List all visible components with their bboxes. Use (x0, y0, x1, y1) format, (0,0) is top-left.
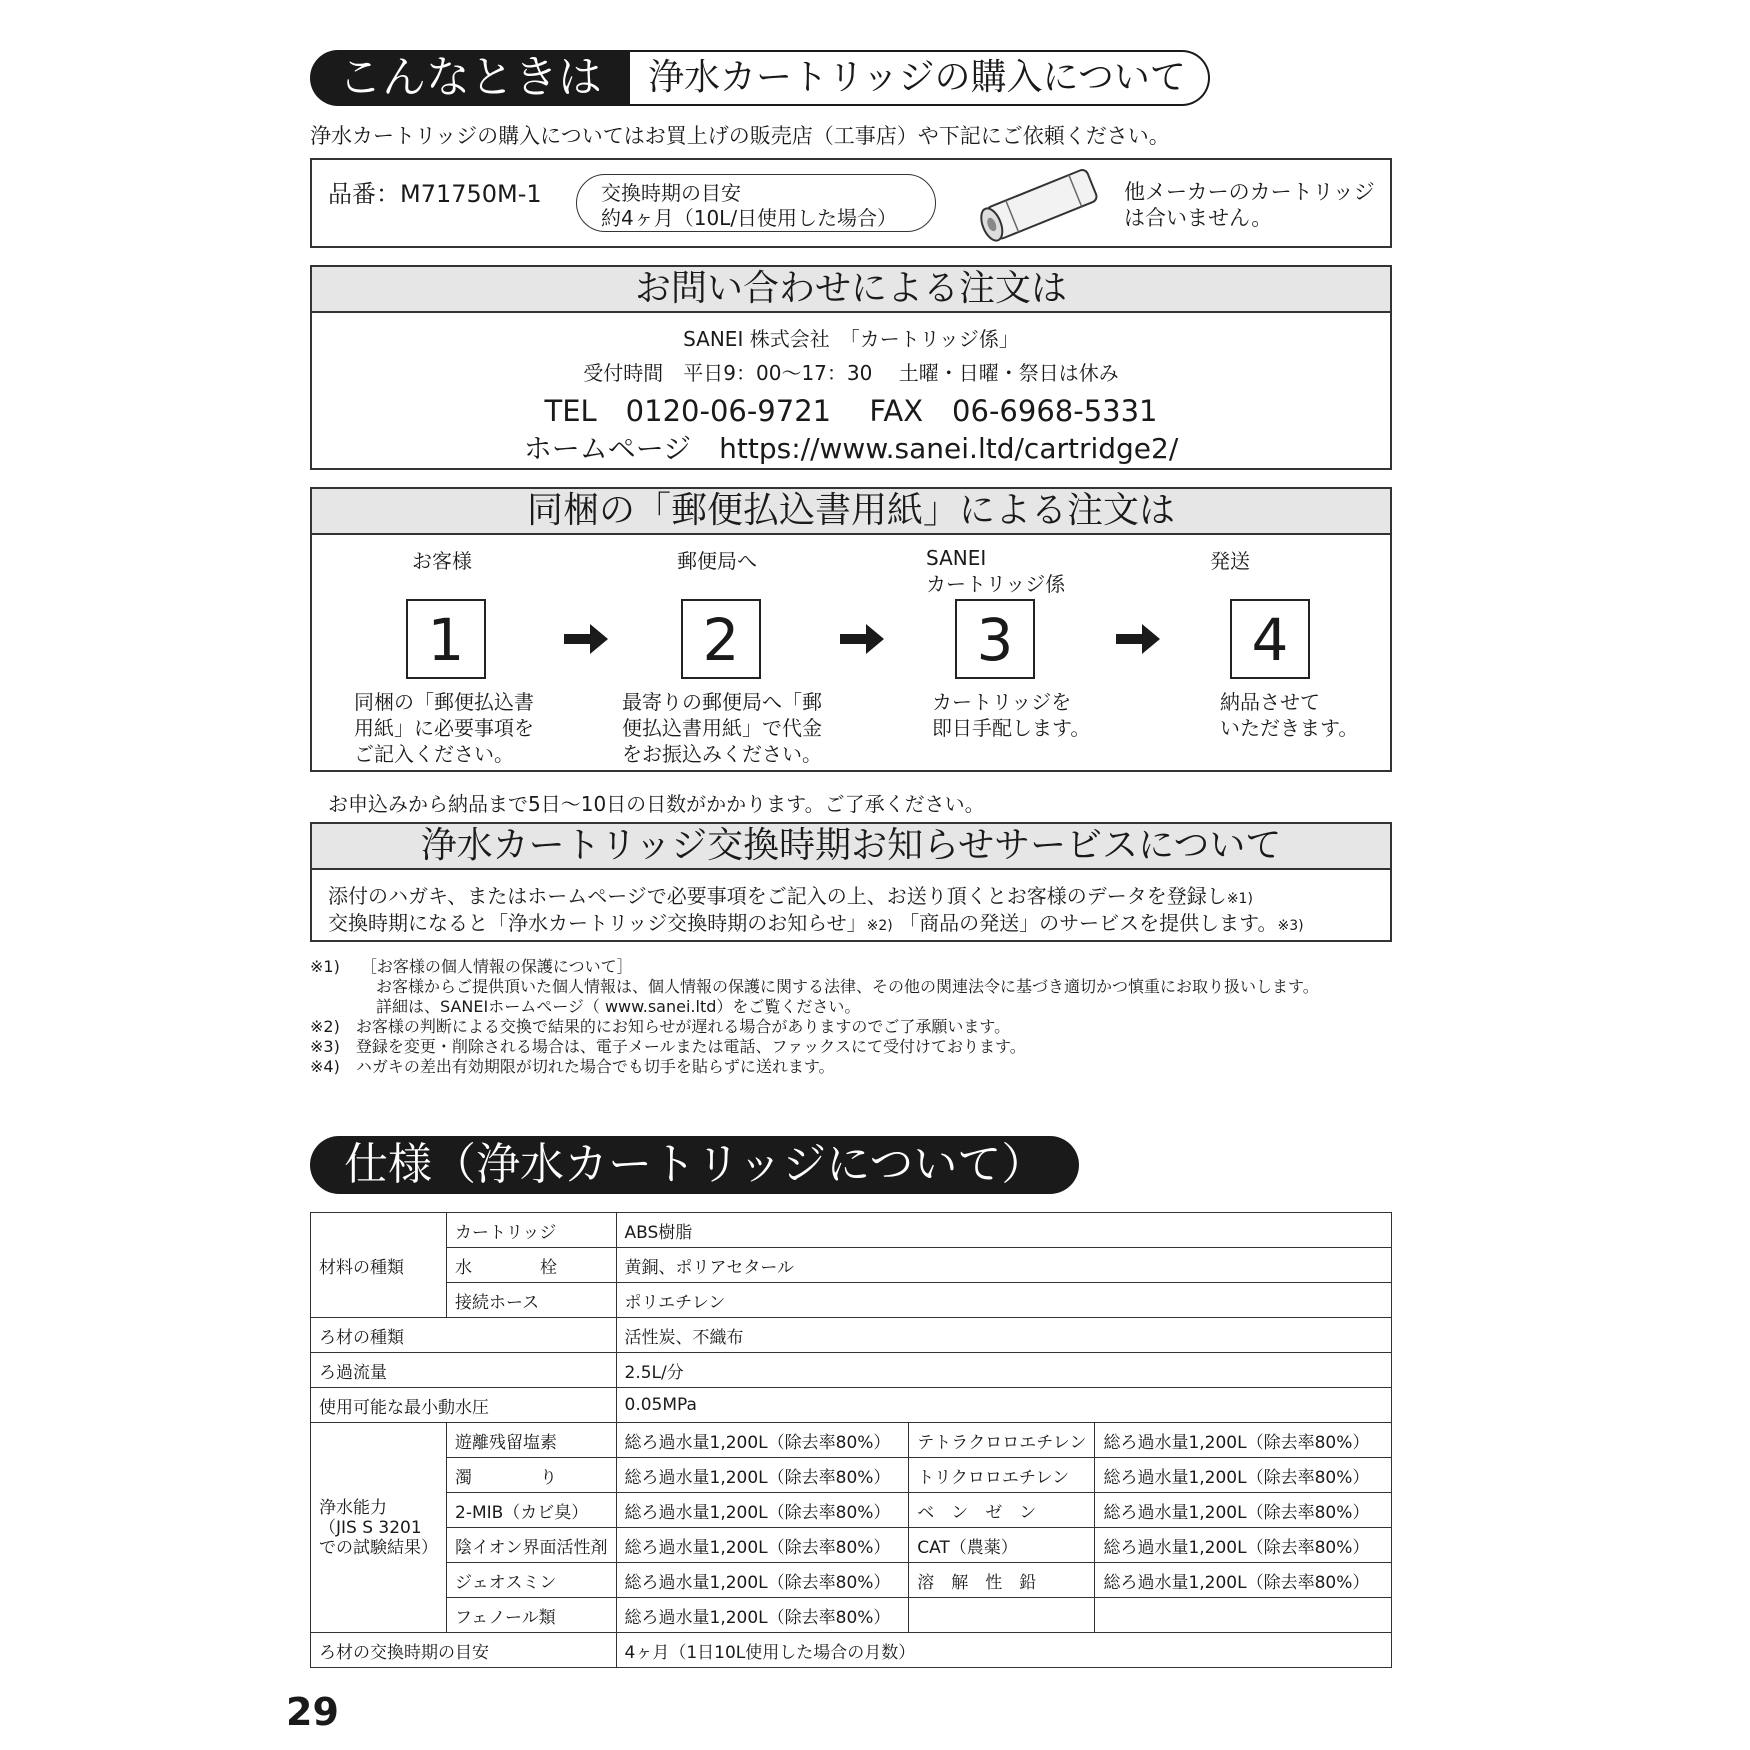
arrow-right-icon (564, 624, 608, 654)
table-row (311, 1598, 1392, 1633)
capacity-item: ベ ン ゼ ン (909, 1493, 1095, 1528)
table-row (311, 1388, 1392, 1423)
service-box (310, 822, 1392, 942)
postal-heading: 同梱の「郵便払込書用紙」による注文は (312, 489, 1390, 535)
service-line1: 添付のハガキ、またはホームページで必要事項をご記入の上、お送り頂くとお客様のデータを登録し※1) (328, 884, 1253, 908)
capacity-item: フェノール類 (447, 1598, 617, 1633)
inquiry-hours: 受付時間 平日9：00～17：30 土曜・日曜・祭日は休み (583, 361, 1119, 385)
step2-description: 最寄りの郵便局へ「郵 便払込書用紙」で代金 をお振込みください。 (622, 690, 822, 766)
table-row (311, 1528, 1392, 1563)
capacity-item: 遊離残留塩素 (447, 1423, 617, 1458)
footnote-4: ※4) ハガキの差出有効期限が切れた場合でも切手を貼らずに送れます。 (310, 1057, 835, 1076)
pressure-value: 0.05MPa (616, 1388, 1392, 1423)
purchase-title-light: 浄水カートリッジの購入について (630, 50, 1210, 106)
other-maker-line1: 他メーカーのカートリッジ (1124, 180, 1375, 204)
lead-time-note: お申込みから納品まで5日～10日の日数がかかります。ご了承ください。 (328, 792, 985, 816)
material-value: ABS樹脂 (616, 1213, 1392, 1248)
pressure-label: 使用可能な最小動水圧 (311, 1388, 617, 1423)
footnote-2: ※2) お客様の判断による交換で結果的にお知らせが遅れる場合がありますのでご了承願います。 (310, 1017, 1011, 1036)
table-row (311, 1318, 1392, 1353)
capacity-item: 陰イオン界面活性剤 (447, 1528, 617, 1563)
replace-label: ろ材の交換時期の目安 (311, 1633, 617, 1668)
cartridge-illustration (970, 166, 1110, 244)
table-row (311, 1213, 1392, 1248)
media-value: 活性炭、不織布 (616, 1318, 1392, 1353)
capacity-item: 溶 解 性 鉛 (909, 1563, 1095, 1598)
capacity-item: ジェオスミン (447, 1563, 617, 1598)
step1-number: 1 (406, 599, 486, 679)
postal-order-box (310, 487, 1392, 772)
capacity-value: 総ろ過水量1,200L（除去率80%） (616, 1493, 909, 1528)
table-row (311, 1493, 1392, 1528)
material-part: 水 栓 (447, 1248, 617, 1283)
material-value: 黄銅、ポリアセタール (616, 1248, 1392, 1283)
step4-label: 発送 (1210, 549, 1250, 573)
material-label: 材料の種類 (311, 1213, 447, 1318)
inquiry-website[interactable]: ホームページ https://www.sanei.ltd/cartridge2/ (523, 432, 1179, 465)
capacity-value: 総ろ過水量1,200L（除去率80%） (616, 1563, 909, 1598)
inquiry-box (310, 265, 1392, 470)
capacity-item: テトラクロロエチレン (909, 1423, 1095, 1458)
table-row (311, 1283, 1392, 1318)
spec-table (310, 1212, 1392, 1668)
replace-value: 4ヶ月（1日10L使用した場合の月数） (616, 1633, 1392, 1668)
capacity-value: 総ろ過水量1,200L（除去率80%） (616, 1458, 909, 1493)
step1-description: 同梱の「郵便払込書 用紙」に必要事項を ご記入ください。 (354, 690, 534, 766)
arrow-right-icon (1116, 624, 1160, 654)
material-value: ポリエチレン (616, 1283, 1392, 1318)
material-part: カートリッジ (447, 1213, 617, 1248)
step4-number: 4 (1230, 599, 1310, 679)
table-row (311, 1423, 1392, 1458)
table-row (311, 1248, 1392, 1283)
capacity-value: 総ろ過水量1,200L（除去率80%） (1095, 1458, 1392, 1493)
table-row (311, 1458, 1392, 1493)
capacity-value: 総ろ過水量1,200L（除去率80%） (1095, 1528, 1392, 1563)
purchase-title (310, 50, 1210, 106)
inquiry-phone-fax[interactable]: TEL 0120-06-9721 FAX 06-6968-5331 (544, 394, 1158, 428)
capacity-value: 総ろ過水量1,200L（除去率80%） (616, 1598, 909, 1633)
service-line2: 交換時期になると「浄水カートリッジ交換時期のお知らせ」※2) 「商品の発送」のサービスを提供します。※3) (328, 911, 1304, 935)
step4-description: 納品させて いただきます。 (1220, 690, 1359, 740)
exchange-line1: 交換時期の目安 (601, 181, 741, 205)
media-label: ろ材の種類 (311, 1318, 617, 1353)
capacity-value: 総ろ過水量1,200L（除去率80%） (616, 1528, 909, 1563)
cartridge-info-box (310, 158, 1392, 248)
capacity-item (909, 1598, 1095, 1633)
footnote-1-body2: 詳細は、SANEIホームページ（ www.sanei.ltd）をご覧ください。 (376, 997, 861, 1016)
capacity-item: CAT（農薬） (909, 1528, 1095, 1563)
capacity-item: 2-MIB（カビ臭） (447, 1493, 617, 1528)
capacity-value: 総ろ過水量1,200L（除去率80%） (1095, 1423, 1392, 1458)
capacity-item: トリクロロエチレン (909, 1458, 1095, 1493)
capacity-value: 総ろ過水量1,200L（除去率80%） (1095, 1563, 1392, 1598)
flow-label: ろ過流量 (311, 1353, 617, 1388)
footnote-3: ※3) 登録を変更・削除される場合は、電子メールまたは電話、ファックスにて受付けております。 (310, 1037, 1026, 1056)
table-row (311, 1633, 1392, 1668)
other-maker-line2: は合いません。 (1124, 206, 1273, 230)
step1-label: お客様 (412, 549, 472, 573)
footnote-1-body1: お客様からご提供頂いた個人情報は、個人情報の保護に関する法律、その他の関連法令に基づき適切かつ慎重にお取り扱いします。 (376, 977, 1319, 996)
inquiry-heading: お問い合わせによる注文は (312, 267, 1390, 313)
service-heading: 浄水カートリッジ交換時期お知らせサービスについて (312, 824, 1390, 870)
arrow-right-icon (840, 624, 884, 654)
capacity-value: 総ろ過水量1,200L（除去率80%） (616, 1423, 909, 1458)
purchase-intro: 浄水カートリッジの購入についてはお買上げの販売店（工事店）や下記にご依頼ください。 (310, 124, 1170, 148)
footnote-1-heading: ※1) ［お客様の個人情報の保護について］ (310, 957, 633, 976)
inquiry-company: SANEI 株式会社 「カートリッジ係」 (683, 327, 1019, 351)
material-part: 接続ホース (447, 1283, 617, 1318)
table-row (311, 1353, 1392, 1388)
step2-label: 郵便局へ (677, 549, 757, 573)
table-row (311, 1563, 1392, 1598)
step2-number: 2 (681, 599, 761, 679)
capacity-value (1095, 1598, 1392, 1633)
capacity-label: 浄水能力 （JIS S 3201 での試験結果） (311, 1423, 447, 1633)
step3-description: カートリッジを 即日手配します。 (932, 690, 1091, 740)
step3-number: 3 (955, 599, 1035, 679)
page-number: 29 (286, 1690, 339, 1734)
purchase-title-dark: こんなときは (310, 50, 630, 106)
capacity-value: 総ろ過水量1,200L（除去率80%） (1095, 1493, 1392, 1528)
spec-title: 仕様（浄水カートリッジについて） (310, 1136, 1079, 1194)
exchange-line2: 約4ヶ月（10L/日使用した場合） (601, 206, 898, 230)
exchange-period-badge (576, 174, 936, 232)
part-number: 品番：M71750M-1 (328, 180, 542, 208)
capacity-item: 濁 り (447, 1458, 617, 1493)
flow-value: 2.5L/分 (616, 1353, 1392, 1388)
step3-label: SANEI カートリッジ係 (926, 546, 1066, 596)
